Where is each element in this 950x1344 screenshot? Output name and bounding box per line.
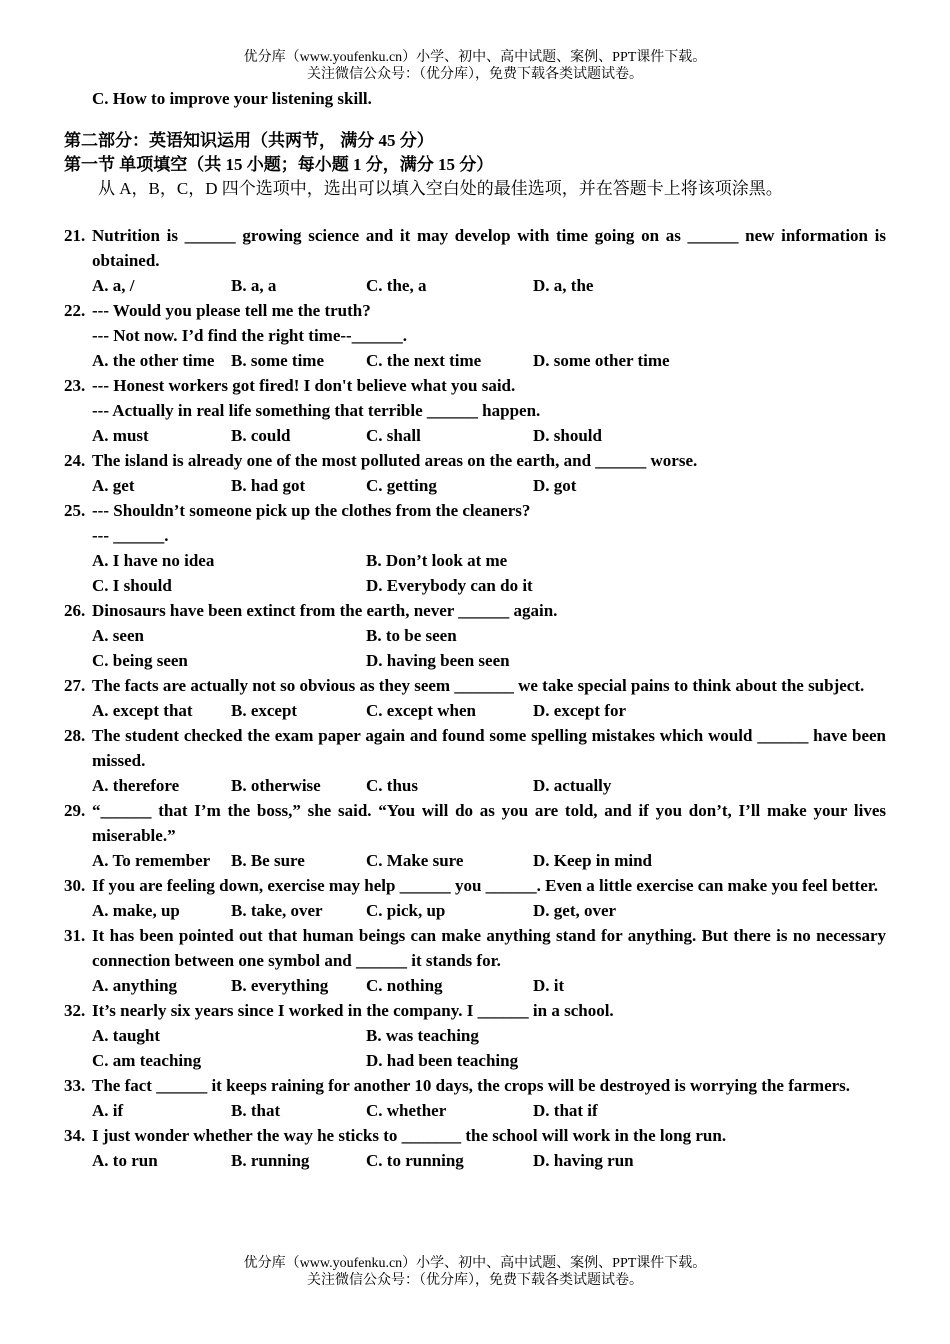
question-line: [64, 373, 886, 398]
answer-option: C. the next time: [366, 351, 482, 370]
question-text: “______ that I’m the boss,” she said. “You will do as you are told, and if you don’t, I’ll make your lives miserable.”: [92, 801, 886, 845]
question-line: [64, 498, 886, 523]
answer-option: C. shall: [366, 426, 421, 445]
question-number: 21.: [64, 226, 86, 245]
question-item: [64, 873, 886, 923]
options-row: [64, 273, 886, 298]
answer-option: B. some time: [231, 351, 325, 370]
answer-option: D. had been teaching: [366, 1051, 519, 1070]
question-item: [64, 998, 886, 1073]
answer-option: B. could: [231, 426, 291, 445]
exam-page: [64, 86, 886, 1173]
question-text: Dinosaurs have been extinct from the earth, never ______ again.: [92, 601, 558, 620]
answer-option: A. if: [92, 1101, 124, 1120]
options-row: [64, 1098, 886, 1123]
page-header: [0, 49, 950, 83]
spacer: [64, 111, 886, 129]
options-row: [64, 698, 886, 723]
page-footer: [0, 1255, 950, 1289]
answer-option: C. pick, up: [366, 901, 446, 920]
question-number: 32.: [64, 1001, 86, 1020]
question-text: --- Would you please tell me the truth?: [92, 301, 371, 320]
answer-option: C. Make sure: [366, 851, 464, 870]
answer-option: A. get: [92, 476, 135, 495]
options-row: [64, 423, 886, 448]
question-line: [64, 1073, 886, 1098]
answer-option: B. running: [231, 1151, 310, 1170]
answer-option: D. got: [533, 476, 577, 495]
question-line: [64, 723, 886, 773]
options-row: [64, 973, 886, 998]
options-row: [64, 348, 886, 373]
answer-option: B. a, a: [231, 276, 277, 295]
answer-option: A. To remember: [92, 851, 211, 870]
answer-option: C. nothing: [366, 976, 443, 995]
answer-option: D. Everybody can do it: [366, 576, 533, 595]
answer-option: D. get, over: [533, 901, 617, 920]
answer-option: C. the, a: [366, 276, 427, 295]
answer-option: C. I should: [92, 576, 172, 595]
answer-option: D. having run: [533, 1151, 634, 1170]
answer-option: A. a, /: [92, 276, 135, 295]
question-line: [64, 298, 886, 323]
question-number: [64, 398, 92, 423]
answer-option: D. should: [533, 426, 602, 445]
question-line: [64, 523, 886, 548]
question-number: 33.: [64, 1076, 86, 1095]
answer-option: B. had got: [231, 476, 306, 495]
answer-option: A. to run: [92, 1151, 158, 1170]
answer-option: A. anything: [92, 976, 178, 995]
answer-option: C. getting: [366, 476, 437, 495]
question-item: [64, 798, 886, 873]
question-line: [64, 923, 886, 973]
options-row: [64, 1023, 886, 1048]
options-row: [64, 898, 886, 923]
question-item: [64, 223, 886, 298]
answer-option: C. to running: [366, 1151, 464, 1170]
answer-option: D. except for: [533, 701, 626, 720]
question-text: The facts are actually not so obvious as they seem _______ we take special pains to think about the subject.: [92, 676, 865, 695]
options-row: [64, 548, 886, 573]
options-row: [64, 848, 886, 873]
answer-option: D. it: [533, 976, 565, 995]
previous-question-option: C. How to improve your listening skill.: [92, 89, 372, 108]
question-item: [64, 298, 886, 373]
question-line: [64, 448, 886, 473]
question-text: --- Shouldn’t someone pick up the clothes from the cleaners?: [92, 501, 531, 520]
question-text: The island is already one of the most polluted areas on the earth, and ______ worse.: [92, 451, 698, 470]
answer-option: C. am teaching: [92, 1051, 202, 1070]
question-text: The student checked the exam paper again and found some spelling mistakes which would ______ have been missed.: [92, 726, 886, 770]
question-text: Nutrition is ______ growing science and it may develop with time going on as ______ new information is obtained.: [92, 226, 886, 270]
question-number: 25.: [64, 501, 86, 520]
answer-option: D. that if: [533, 1101, 598, 1120]
question-item: [64, 1123, 886, 1173]
question-line: [64, 598, 886, 623]
question-number: 29.: [64, 801, 86, 820]
question-line: [64, 798, 886, 848]
answer-option: A. I have no idea: [92, 551, 215, 570]
answer-option: A. therefore: [92, 776, 180, 795]
question-item: [64, 448, 886, 498]
footer-line-1: 优分库（www.youfenku.cn）小学、初中、高中试题、案例、PPT课件下载。: [243, 1256, 707, 1271]
answer-option: B. that: [231, 1101, 281, 1120]
answer-option: B. otherwise: [231, 776, 321, 795]
answer-option: C. being seen: [92, 651, 188, 670]
section-title: 第一节 单项填空（共 15 小题；每小题 1 分，满分 15 分）: [64, 155, 494, 174]
question-text: --- Actually in real life something that terrible ______ happen.: [92, 401, 541, 420]
question-item: [64, 373, 886, 448]
question-text: It’s nearly six years since I worked in the company. I ______ in a school.: [92, 1001, 614, 1020]
answer-option: D. some other time: [533, 351, 670, 370]
question-item: [64, 923, 886, 998]
question-text: --- Honest workers got fired! I don't believe what you said.: [92, 376, 516, 395]
question-list: [64, 223, 886, 1173]
part-title: 第二部分：英语知识运用（共两节， 满分 45 分）: [64, 131, 434, 150]
question-text: The fact ______ it keeps raining for another 10 days, the crops will be destroyed is worrying the farmers.: [92, 1076, 851, 1095]
options-row: [64, 573, 886, 598]
question-number: 23.: [64, 376, 86, 395]
question-number: 30.: [64, 876, 86, 895]
question-text: It has been pointed out that human beings can make anything stand for anything. But there is no necessary connection between one symbol and ______ it stands for.: [92, 926, 886, 970]
question-number: 31.: [64, 926, 86, 945]
options-row: [64, 648, 886, 673]
answer-option: B. Be sure: [231, 851, 305, 870]
question-line: [64, 998, 886, 1023]
question-item: [64, 673, 886, 723]
answer-option: A. seen: [92, 626, 144, 645]
answer-option: B. Don’t look at me: [366, 551, 508, 570]
question-item: [64, 598, 886, 673]
answer-option: A. make, up: [92, 901, 180, 920]
answer-option: A. the other time: [92, 351, 215, 370]
answer-option: A. except that: [92, 701, 193, 720]
question-number: [64, 523, 92, 548]
answer-option: A. must: [92, 426, 149, 445]
section-instruction: 从 A，B，C，D 四个选项中，选出可以填入空白处的最佳选项，并在答题卡上将该项涂黑。: [98, 179, 783, 198]
answer-option: C. thus: [366, 776, 418, 795]
options-row: [64, 1048, 886, 1073]
question-item: [64, 1073, 886, 1123]
question-number: 22.: [64, 301, 86, 320]
answer-option: B. take, over: [231, 901, 323, 920]
answer-option: D. having been seen: [366, 651, 510, 670]
question-line: [64, 398, 886, 423]
answer-option: B. everything: [231, 976, 329, 995]
answer-option: D. Keep in mind: [533, 851, 653, 870]
answer-option: D. actually: [533, 776, 612, 795]
question-number: 28.: [64, 726, 86, 745]
answer-option: A. taught: [92, 1026, 161, 1045]
question-item: [64, 498, 886, 598]
question-line: [64, 323, 886, 348]
question-number: 34.: [64, 1126, 86, 1145]
header-line-1: 优分库（www.youfenku.cn）小学、初中、高中试题、案例、PPT课件下载。: [243, 50, 707, 65]
options-row: [64, 473, 886, 498]
answer-option: C. except when: [366, 701, 477, 720]
question-line: [64, 673, 886, 698]
question-text: If you are feeling down, exercise may help ______ you ______. Even a little exercise can make you feel better.: [92, 876, 878, 895]
question-number: 24.: [64, 451, 86, 470]
question-line: [64, 223, 886, 273]
answer-option: B. was teaching: [366, 1026, 479, 1045]
answer-option: B. except: [231, 701, 298, 720]
footer-line-2: 关注微信公众号：（优分库），免费下载各类试题试卷。: [307, 1273, 643, 1288]
question-number: 26.: [64, 601, 86, 620]
answer-option: D. a, the: [533, 276, 594, 295]
question-number: [64, 323, 92, 348]
question-text: --- ______.: [92, 526, 169, 545]
answer-option: C. whether: [366, 1101, 447, 1120]
answer-option: B. to be seen: [366, 626, 457, 645]
question-number: 27.: [64, 676, 86, 695]
options-row: [64, 623, 886, 648]
question-line: [64, 1123, 886, 1148]
question-text: I just wonder whether the way he sticks to _______ the school will work in the long run.: [92, 1126, 727, 1145]
question-item: [64, 723, 886, 798]
question-line: [64, 873, 886, 898]
options-row: [64, 1148, 886, 1173]
options-row: [64, 773, 886, 798]
header-line-2: 关注微信公众号：（优分库），免费下载各类试题试卷。: [307, 67, 643, 82]
question-text: --- Not now. I’d find the right time--______.: [92, 326, 407, 345]
